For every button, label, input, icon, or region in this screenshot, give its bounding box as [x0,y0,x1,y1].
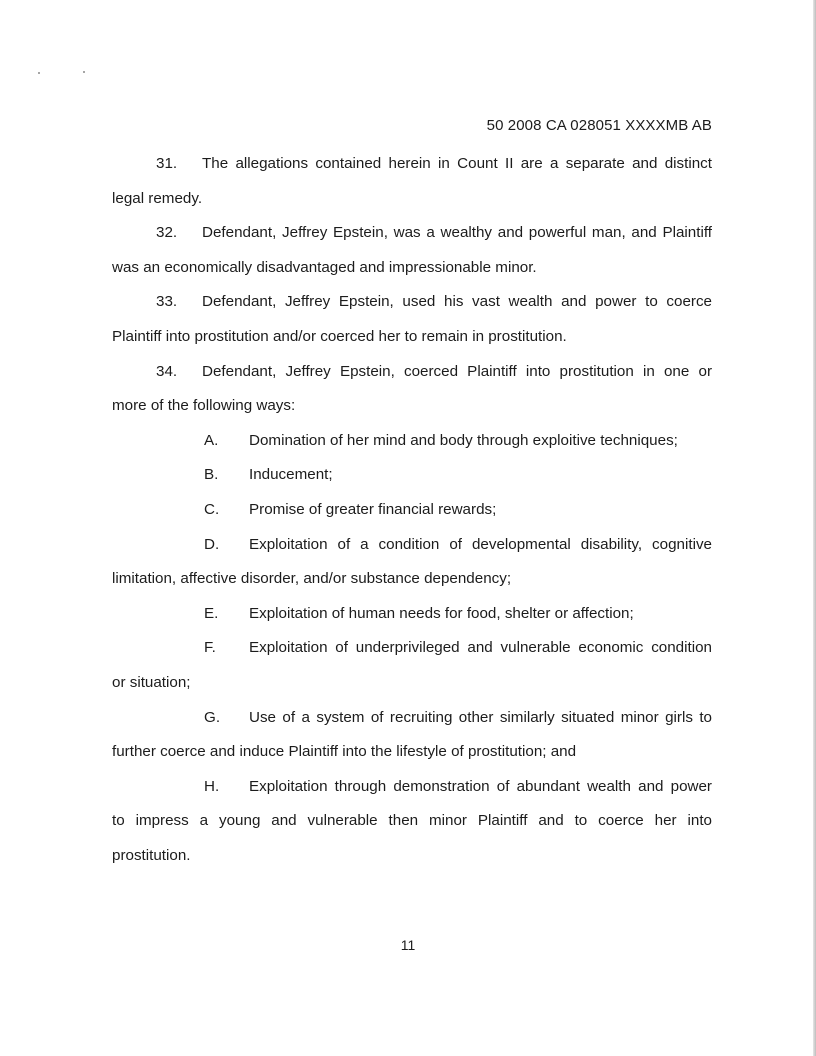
paragraph-number: 33. [156,293,178,311]
paragraph-text: Defendant, Jeffrey Epstein, coerced Plaintiff into prostitution in one or [202,362,712,380]
list-item-b [112,458,712,493]
paragraph-33-continuation: Plaintiff into prostitution and/or coerced her to remain in prostitution. [112,327,567,345]
list-item-h-continuation-2: prostitution. [112,846,191,864]
paragraph-text: Defendant, Jeffrey Epstein, used his vast wealth and power to coerce [202,293,712,311]
list-item-a [112,424,712,459]
paragraph-32-continuation: was an economically disadvantaged and impressionable minor. [112,258,537,276]
list-item-e [112,597,712,632]
paragraph-31 [112,147,712,182]
list-item-d-continuation: limitation, affective disorder, and/or substance dependency; [112,570,512,588]
item-text: Domination of her mind and body through exploitive techniques; [249,431,678,449]
paragraph-text: The allegations contained herein in Count II are a separate and distinct [202,155,712,172]
item-text: Promise of greater financial rewards; [249,500,497,518]
list-item-g [112,701,712,736]
item-letter: A. [204,431,219,449]
list-item-g-continuation: further coerce and induce Plaintiff into the lifestyle of prostitution; and [112,743,577,761]
paragraph-number: 34. [156,362,178,380]
list-item-f-continuation: or situation; [112,673,191,691]
list-item-h [112,770,712,805]
item-letter: D. [204,535,220,553]
page-number: 11 [400,937,416,953]
item-letter: G. [204,708,221,726]
item-text: Exploitation through demonstration of abundant wealth and power [249,777,712,795]
item-text: Inducement; [249,466,333,484]
paragraph-text: Defendant, Jeffrey Epstein, was a wealthy and powerful man, and Plaintiff [202,224,712,242]
scan-speck [38,72,40,74]
list-item-d [112,528,712,563]
case-number: 50 2008 CA 028051 XXXXMB AB [486,117,712,134]
item-text: Exploitation of a condition of developmental disability, cognitive [249,535,712,553]
item-letter: E. [204,604,219,622]
item-letter: H. [204,777,220,795]
list-item-c [112,493,712,528]
paragraph-31-continuation: legal remedy. [112,189,203,207]
item-text: Exploitation of underprivileged and vulnerable economic condition [249,639,712,657]
list-item-f [112,631,712,666]
paragraph-32 [112,216,712,251]
item-text: Exploitation of human needs for food, shelter or affection; [249,604,634,622]
paragraph-number: 31. [156,155,178,172]
item-letter: B. [204,466,219,484]
paragraph-number: 32. [156,224,178,242]
item-letter: F. [204,639,216,657]
paragraph-34-continuation: more of the following ways: [112,397,296,415]
item-text: Use of a system of recruiting other similarly situated minor girls to [249,708,712,726]
paragraph-34 [112,355,712,390]
paragraph-33 [112,285,712,320]
document-body [112,147,712,873]
scan-speck [83,71,85,73]
list-item-h-continuation: to impress a young and vulnerable then minor Plaintiff and to coerce her into [112,812,712,830]
item-letter: C. [204,500,220,518]
